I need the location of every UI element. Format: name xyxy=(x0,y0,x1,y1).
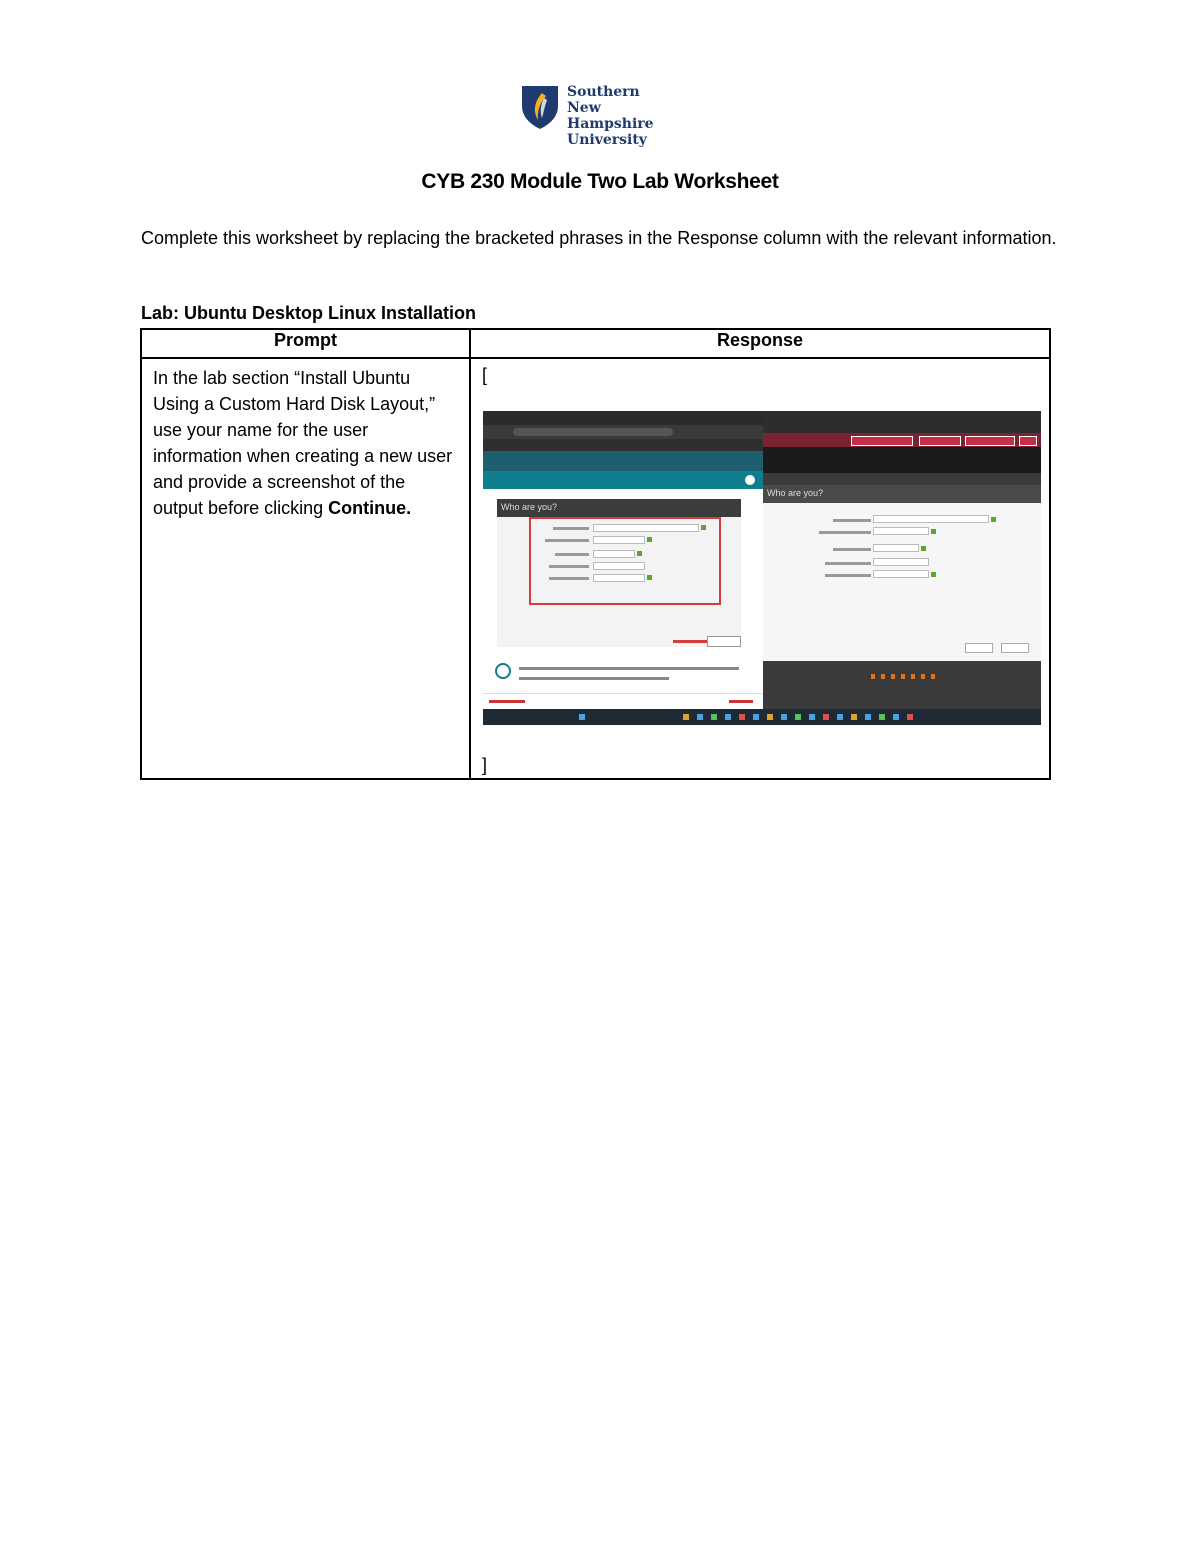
taskbar-icon xyxy=(837,714,843,720)
check-icon xyxy=(647,575,652,580)
close-bracket: ] xyxy=(482,755,488,775)
snhu-logo xyxy=(520,84,690,148)
progress-icon xyxy=(495,663,511,679)
form-label xyxy=(555,553,589,556)
taskbar-icon xyxy=(697,714,703,720)
form-field xyxy=(873,544,919,552)
note-line xyxy=(519,677,669,680)
intro-paragraph: Complete this worksheet by replacing the bracketed phrases in the Response column with the relevant information. xyxy=(141,228,1057,248)
vm-toolbar-button xyxy=(919,436,961,446)
form-field xyxy=(593,536,645,544)
prompt-cell xyxy=(141,358,470,779)
taskbar-icon xyxy=(753,714,759,720)
close-icon xyxy=(745,475,755,485)
password-field xyxy=(873,558,929,566)
left-dialog-title-bar xyxy=(497,499,741,517)
form-field xyxy=(593,550,635,558)
vm-toolbar-button xyxy=(1019,436,1037,446)
browser-address-bar xyxy=(483,425,763,439)
taskbar-icon xyxy=(809,714,815,720)
form-field xyxy=(593,524,699,532)
right-dialog-title: Who are you? xyxy=(767,488,824,498)
prompt-header: Prompt xyxy=(141,329,470,358)
worksheet-table xyxy=(140,328,1051,780)
start-icon xyxy=(579,714,585,720)
prompt-text: In the lab section “Install Ubuntu Using a Custom Hard Disk Layout,” use your name for the user information when creating a new user and provide a screenshot of the output before clicking xyxy=(153,368,453,518)
taskbar-icon xyxy=(767,714,773,720)
check-icon xyxy=(931,529,936,534)
red-arrow xyxy=(673,640,707,643)
taskbar-icon xyxy=(683,714,689,720)
install-progress-dots xyxy=(871,674,941,679)
check-icon xyxy=(647,537,652,542)
vm-installer-panel xyxy=(763,411,1041,709)
logo-line-2: New Hampshire xyxy=(567,100,654,132)
open-bracket: [ xyxy=(482,365,488,385)
taskbar-icon xyxy=(781,714,787,720)
ubuntu-install-screenshot xyxy=(483,411,1041,725)
taskbar-icon xyxy=(739,714,745,720)
vm-toolbar-button xyxy=(965,436,1015,446)
taskbar-icon xyxy=(725,714,731,720)
form-label xyxy=(825,562,871,565)
form-field xyxy=(873,515,989,523)
logo-line-1: Southern xyxy=(567,84,640,100)
taskbar-icon xyxy=(823,714,829,720)
password-field xyxy=(593,574,645,582)
left-dialog-title: Who are you? xyxy=(501,502,558,512)
logo-wordmark xyxy=(567,84,690,148)
check-icon xyxy=(637,551,642,556)
windows-taskbar xyxy=(483,709,1041,725)
form-label xyxy=(549,577,589,580)
ubuntu-top-bar xyxy=(763,473,1041,485)
form-label xyxy=(819,531,871,534)
lab-title-bar xyxy=(483,471,763,489)
browser-tab-bar xyxy=(483,411,763,425)
response-header: Response xyxy=(470,329,1050,358)
check-icon xyxy=(701,525,706,530)
right-dialog-title-bar xyxy=(763,485,1041,503)
continue-button-thumbnail xyxy=(1001,643,1029,653)
table-row xyxy=(141,358,1050,779)
taskbar-icon xyxy=(865,714,871,720)
vm-window-titlebar xyxy=(763,411,1041,433)
taskbar-icon xyxy=(879,714,885,720)
bookmarks-bar xyxy=(483,439,763,451)
table-header-row xyxy=(141,329,1050,358)
form-label xyxy=(553,527,589,530)
back-button-thumbnail xyxy=(965,643,993,653)
lab-header-bar xyxy=(483,451,763,471)
taskbar-icon xyxy=(795,714,801,720)
form-label xyxy=(549,565,589,568)
password-field xyxy=(873,570,929,578)
lab-instructions-panel xyxy=(483,411,763,709)
form-field xyxy=(873,527,929,535)
logo-line-3: University xyxy=(567,132,647,148)
vm-toolbar-button xyxy=(851,436,913,446)
response-cell xyxy=(470,358,1050,779)
taskbar-icon xyxy=(851,714,857,720)
form-label xyxy=(833,519,871,522)
section-heading: Lab: Ubuntu Desktop Linux Installation xyxy=(141,303,476,323)
taskbar-icon xyxy=(711,714,717,720)
check-icon xyxy=(991,517,996,522)
password-field xyxy=(593,562,645,570)
note-line xyxy=(519,667,739,670)
form-label xyxy=(825,574,871,577)
form-label xyxy=(545,539,589,542)
installer-footer xyxy=(763,661,1041,709)
prompt-bold-text: Continue. xyxy=(328,498,412,518)
prev-next-bar xyxy=(483,693,763,708)
continue-button-thumbnail xyxy=(707,636,741,647)
form-label xyxy=(833,548,871,551)
check-icon xyxy=(931,572,936,577)
taskbar-icon xyxy=(907,714,913,720)
shield-icon xyxy=(520,84,560,130)
taskbar-icon xyxy=(893,714,899,720)
check-icon xyxy=(921,546,926,551)
document-title: CYB 230 Module Two Lab Worksheet xyxy=(421,170,779,193)
